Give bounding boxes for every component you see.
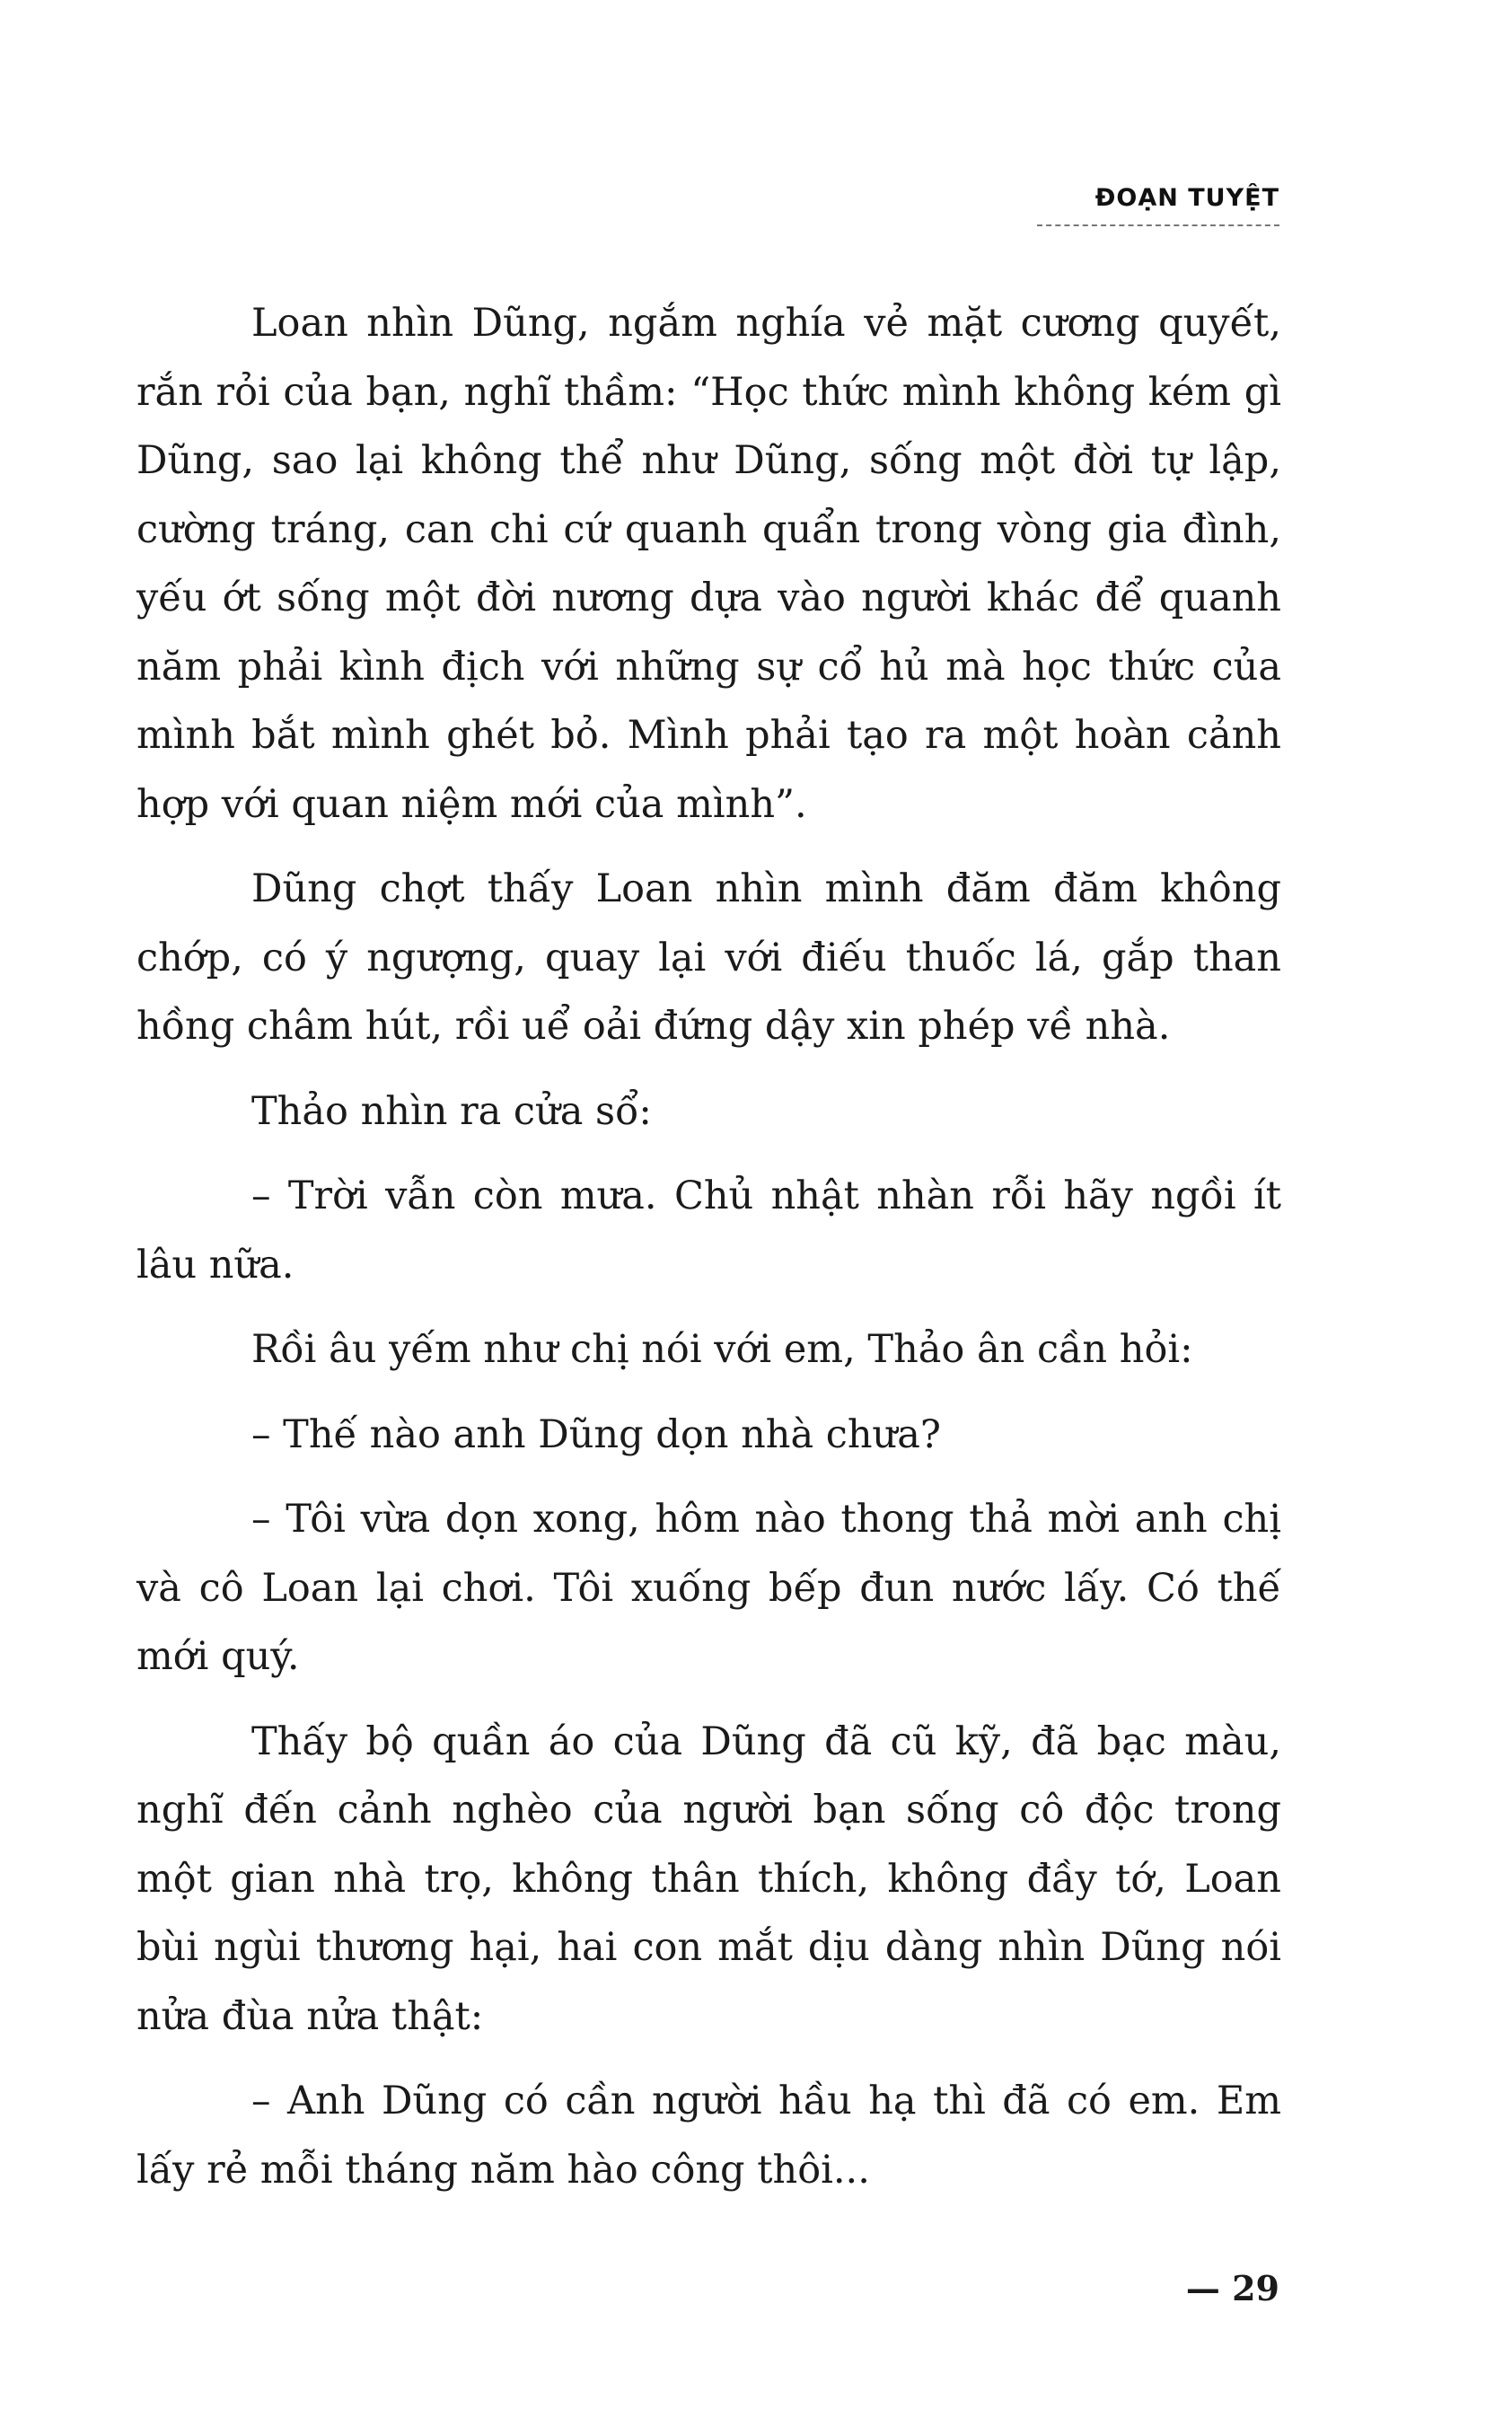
header-dashed-rule <box>1037 224 1279 226</box>
paragraph: Thấy bộ quần áo của Dũng đã cũ kỹ, đã bạc màu, nghĩ đến cảnh nghèo của người bạn sống cô độc trong một gian nhà trọ, không thân thích, không đầy tớ, Loan bùi ngùi thương hại, hai con mắt dịu dàng nhìn Dũng nói nửa đùa nửa thật: <box>136 1719 1281 2039</box>
book-title: ĐOẠN TUYỆT <box>1094 184 1279 212</box>
paragraph: Loan nhìn Dũng, ngắm nghía vẻ mặt cương quyết, rắn rỏi của bạn, nghĩ thầm: “Học thức mình không kém gì Dũng, sao lại không thể như Dũng, sống một đời tự lập, cường tráng, can chi cứ quanh quẩn trong vòng gia đình, yếu ớt sống một đời nương dựa vào người khác để quanh năm phải kình địch với những sự cổ hủ mà học thức của mình bắt mình ghét bỏ. Mình phải tạo ra một hoàn cảnh hợp với quan niệm mới của mình”. <box>136 301 1281 827</box>
dialogue-paragraph: – Trời vẫn còn mưa. Chủ nhật nhàn rỗi hãy ngồi ít lâu nữa. <box>136 1174 1281 1288</box>
paragraph: Dũng chợt thấy Loan nhìn mình đăm đăm không chớp, có ý ngượng, quay lại với điếu thuốc lá, gắp than hồng châm hút, rồi uể oải đứng dậy xin phép về nhà. <box>136 866 1281 1049</box>
body-text <box>136 289 1281 2220</box>
paragraph: Thảo nhìn ra cửa sổ: <box>251 1088 652 1134</box>
dialogue-paragraph: – Tôi vừa dọn xong, hôm nào thong thả mời anh chị và cô Loan lại chơi. Tôi xuống bếp đun nước lấy. Có thế mới quý. <box>136 1497 1281 1679</box>
page-number: — 29 <box>1185 2268 1279 2308</box>
dialogue-paragraph: – Thế nào anh Dũng dọn nhà chưa? <box>251 1411 941 1457</box>
running-header <box>1015 184 1279 226</box>
dialogue-paragraph: – Anh Dũng có cần người hầu hạ thì đã có em. Em lấy rẻ mỗi tháng năm hào công thôi... <box>136 2079 1281 2193</box>
paragraph: Rồi âu yếm như chị nói với em, Thảo ân cần hỏi: <box>251 1327 1193 1372</box>
